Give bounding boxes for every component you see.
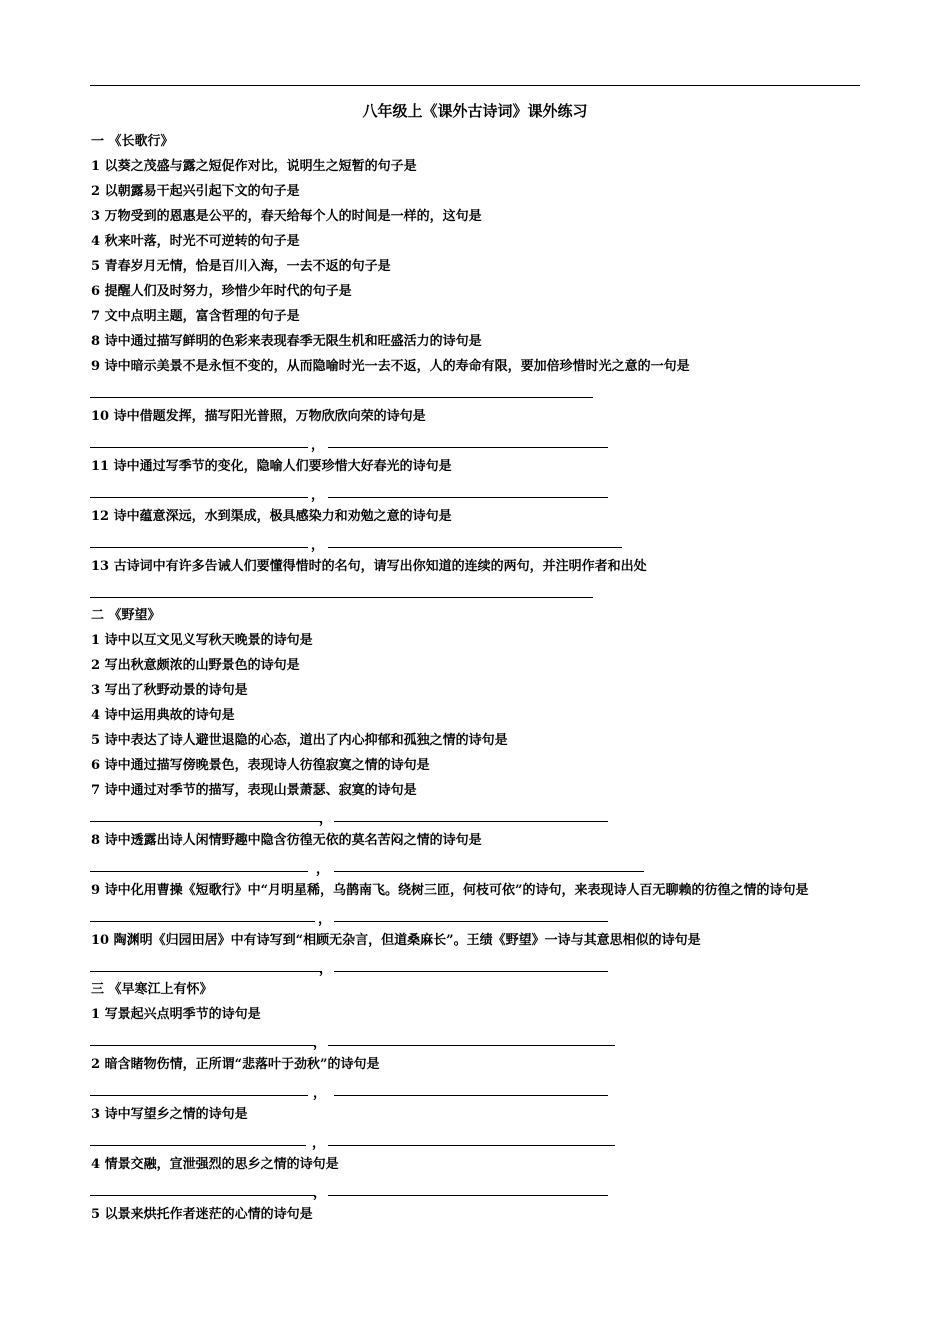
question-line: 9 诗中化用曹操《短歌行》中“月明星稀，乌鹊南飞。绕树三匝，何枝可依”的诗句，来表现诗人百无聊赖的彷徨之情的诗句是: [91, 883, 809, 898]
comma: ，: [313, 1036, 327, 1051]
question-line: 10 诗中借题发挥，描写阳光普照，万物欣欣向荣的诗句是: [91, 409, 426, 424]
question-line: 5 以景来烘托作者迷茫的心情的诗句是: [91, 1207, 313, 1222]
question-line: 3 诗中写望乡之情的诗句是: [91, 1107, 248, 1122]
question-line: 10 陶渊明《归园田居》中有诗写到“相顾无杂言，但道桑麻长”。王绩《野望》一诗与其意思相似的诗句是: [91, 933, 701, 948]
answer-blank[interactable]: [334, 871, 644, 872]
question-line: 2 暗含睹物伤情，正所谓“悲落叶于劲秋”的诗句是: [91, 1057, 380, 1072]
comma: ，: [311, 438, 325, 453]
question-line: 12 诗中蕴意深远，水到渠成，极具感染力和劝勉之意的诗句是: [91, 509, 452, 524]
comma: ，: [319, 962, 333, 977]
question-line: 4 诗中运用典故的诗句是: [91, 708, 235, 723]
question-line: 5 诗中表达了诗人避世退隐的心态，道出了内心抑郁和孤独之情的诗句是: [91, 733, 508, 748]
question-line: 4 秋来叶落，时光不可逆转的句子是: [91, 234, 300, 249]
answer-blank[interactable]: [90, 547, 308, 548]
answer-blank[interactable]: [90, 597, 593, 598]
answer-blank[interactable]: [328, 1195, 608, 1196]
question-line: 1 写景起兴点明季节的诗句是: [91, 1007, 261, 1022]
question-line: 8 诗中通过描写鲜明的色彩来表现春季无限生机和旺盛活力的诗句是: [91, 334, 482, 349]
section-heading: 二 《野望》: [91, 608, 161, 623]
question-line: 3 写出了秋野动景的诗句是: [91, 683, 248, 698]
question-line: 13 古诗词中有许多告诫人们要懂得惜时的名句，请写出你知道的连续的两句，并注明作者和出处: [91, 559, 647, 574]
comma: ，: [313, 1086, 327, 1101]
answer-blank[interactable]: [334, 971, 608, 972]
section-heading: 三 《早寒江上有怀》: [91, 982, 213, 997]
answer-blank[interactable]: [90, 971, 322, 972]
section-heading: 一 《长歌行》: [91, 134, 174, 149]
answer-blank[interactable]: [334, 1095, 608, 1096]
question-line: 1 诗中以互文见义写秋天晚景的诗句是: [91, 633, 313, 648]
answer-blank[interactable]: [90, 1045, 315, 1046]
answer-blank[interactable]: [334, 921, 608, 922]
question-line: 11 诗中通过写季节的变化，隐喻人们要珍惜大好春光的诗句是: [91, 459, 452, 474]
answer-blank[interactable]: [90, 1145, 306, 1146]
answer-blank[interactable]: [90, 1195, 315, 1196]
question-line: 9 诗中暗示美景不是永恒不变的，从而隐喻时光一去不返，人的寿命有限，要加倍珍惜时光之意的一句是: [91, 359, 690, 374]
comma: ，: [311, 488, 325, 503]
comma: ，: [316, 862, 330, 877]
question-line: 6 提醒人们及时努力，珍惜少年时代的句子是: [91, 284, 352, 299]
answer-blank[interactable]: [328, 447, 608, 448]
comma: ，: [319, 812, 333, 827]
question-line: 3 万物受到的恩惠是公平的，春天给每个人的时间是一样的，这句是: [91, 209, 482, 224]
question-line: 1 以葵之茂盛与露之短促作对比，说明生之短暂的句子是: [91, 159, 417, 174]
answer-blank[interactable]: [90, 1095, 308, 1096]
answer-blank[interactable]: [90, 397, 593, 398]
answer-blank[interactable]: [334, 821, 608, 822]
question-line: 7 文中点明主题，富含哲理的句子是: [91, 309, 300, 324]
answer-blank[interactable]: [328, 1045, 615, 1046]
answer-blank[interactable]: [90, 447, 308, 448]
answer-blank[interactable]: [90, 871, 308, 872]
question-line: 6 诗中通过描写傍晚景色，表现诗人彷徨寂寞之情的诗句是: [91, 758, 430, 773]
question-line: 5 青春岁月无情，恰是百川入海，一去不返的句子是: [91, 259, 391, 274]
question-line: 2 以朝露易干起兴引起下文的句子是: [91, 184, 300, 199]
comma: ，: [313, 1186, 327, 1201]
question-line: 7 诗中通过对季节的描写，表现山景萧瑟、寂寞的诗句是: [91, 783, 417, 798]
page-title: 八年级上《课外古诗词》课外练习: [362, 102, 588, 120]
answer-blank[interactable]: [90, 497, 308, 498]
answer-blank[interactable]: [328, 497, 608, 498]
comma: ，: [318, 912, 332, 927]
question-line: 4 情景交融，宣泄强烈的思乡之情的诗句是: [91, 1157, 339, 1172]
comma: ，: [312, 1136, 326, 1151]
answer-blank[interactable]: [328, 1145, 615, 1146]
answer-blank[interactable]: [90, 921, 315, 922]
question-line: 2 写出秋意颇浓的山野景色的诗句是: [91, 658, 300, 673]
answer-blank[interactable]: [90, 821, 322, 822]
answer-blank[interactable]: [328, 547, 622, 548]
question-line: 8 诗中透露出诗人闲情野趣中隐含彷徨无依的莫名苦闷之情的诗句是: [91, 833, 482, 848]
comma: ，: [311, 538, 325, 553]
top-rule: [90, 85, 860, 86]
